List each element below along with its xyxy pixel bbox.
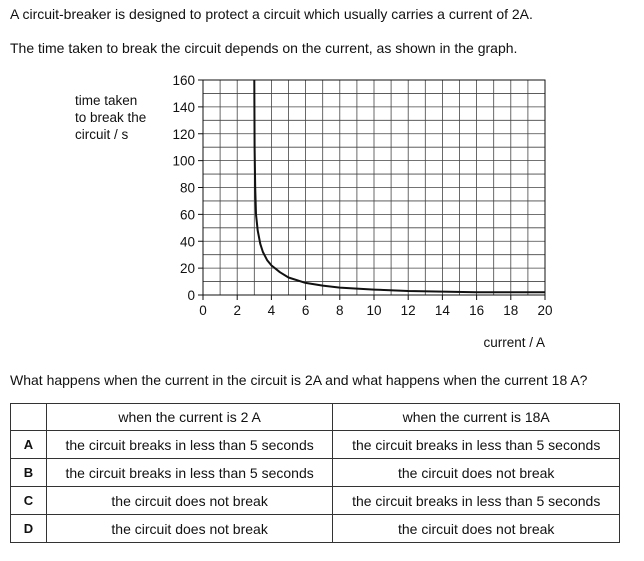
y-tick-label: 160 (172, 73, 195, 88)
x-tick-label: 10 (366, 303, 382, 318)
y-tick-label: 80 (179, 180, 195, 196)
y-tick-label: 120 (172, 126, 195, 142)
option-cell-2a: the circuit breaks in less than 5 seconds (46, 459, 333, 487)
table-header-row (11, 404, 620, 431)
y-tick-label: 0 (187, 288, 195, 303)
option-row-d[interactable] (11, 515, 620, 543)
x-tick-label: 0 (199, 303, 207, 318)
option-letter: A (11, 431, 47, 459)
option-row-b[interactable] (11, 459, 620, 487)
chart-axes (198, 80, 545, 300)
option-row-c[interactable] (11, 487, 620, 515)
option-cell-2a: the circuit breaks in less than 5 seconds (46, 431, 333, 459)
x-tick-label: 8 (336, 303, 344, 318)
question-prompt: What happens when the current in the circuit is 2A and what happens when the current 18 A? (10, 372, 588, 388)
x-tick-label: 12 (400, 303, 416, 318)
intro-text: A circuit-breaker is designed to protect a circuit which usually carries a current of 2A. (10, 6, 533, 22)
option-cell-18a: the circuit does not break (333, 459, 620, 487)
x-tick-label: 16 (469, 303, 485, 318)
y-axis-title (75, 93, 146, 142)
data-series (254, 80, 545, 292)
option-cell-18a: the circuit does not break (333, 515, 620, 543)
header-current-2a: when the current is 2 A (46, 404, 333, 431)
y-axis-title-line: circuit / s (75, 127, 129, 142)
y-tick-label: 60 (179, 207, 195, 223)
x-tick-label: 2 (233, 303, 241, 318)
option-letter: B (11, 459, 47, 487)
option-cell-18a: the circuit breaks in less than 5 seconds (333, 487, 620, 515)
x-tick-label: 18 (503, 303, 519, 318)
option-row-a[interactable] (11, 431, 620, 459)
graph-description-text: The time taken to break the circuit depends on the current, as shown in the graph. (10, 40, 518, 56)
x-tick-label: 14 (434, 303, 450, 318)
y-tick-label: 20 (179, 261, 195, 277)
header-letter-cell (11, 404, 47, 431)
answer-options-table (10, 403, 620, 543)
y-tick-label: 100 (172, 153, 195, 169)
x-axis-title: current / A (483, 335, 545, 350)
option-cell-18a: the circuit breaks in less than 5 seconds (333, 431, 620, 459)
x-tick-label: 4 (267, 303, 276, 318)
y-axis-title-line: time taken (75, 93, 138, 108)
option-letter: C (11, 487, 47, 515)
option-cell-2a: the circuit does not break (46, 487, 333, 515)
x-tick-label: 20 (537, 303, 553, 318)
y-axis-title-line: to break the (75, 110, 147, 125)
series-line (254, 80, 545, 292)
x-tick-label: 6 (301, 303, 310, 318)
y-tick-label: 40 (179, 234, 195, 250)
option-letter: D (11, 515, 47, 543)
header-current-18a: when the current is 18A (333, 404, 620, 431)
option-cell-2a: the circuit does not break (46, 515, 333, 543)
y-tick-label: 140 (172, 99, 195, 115)
